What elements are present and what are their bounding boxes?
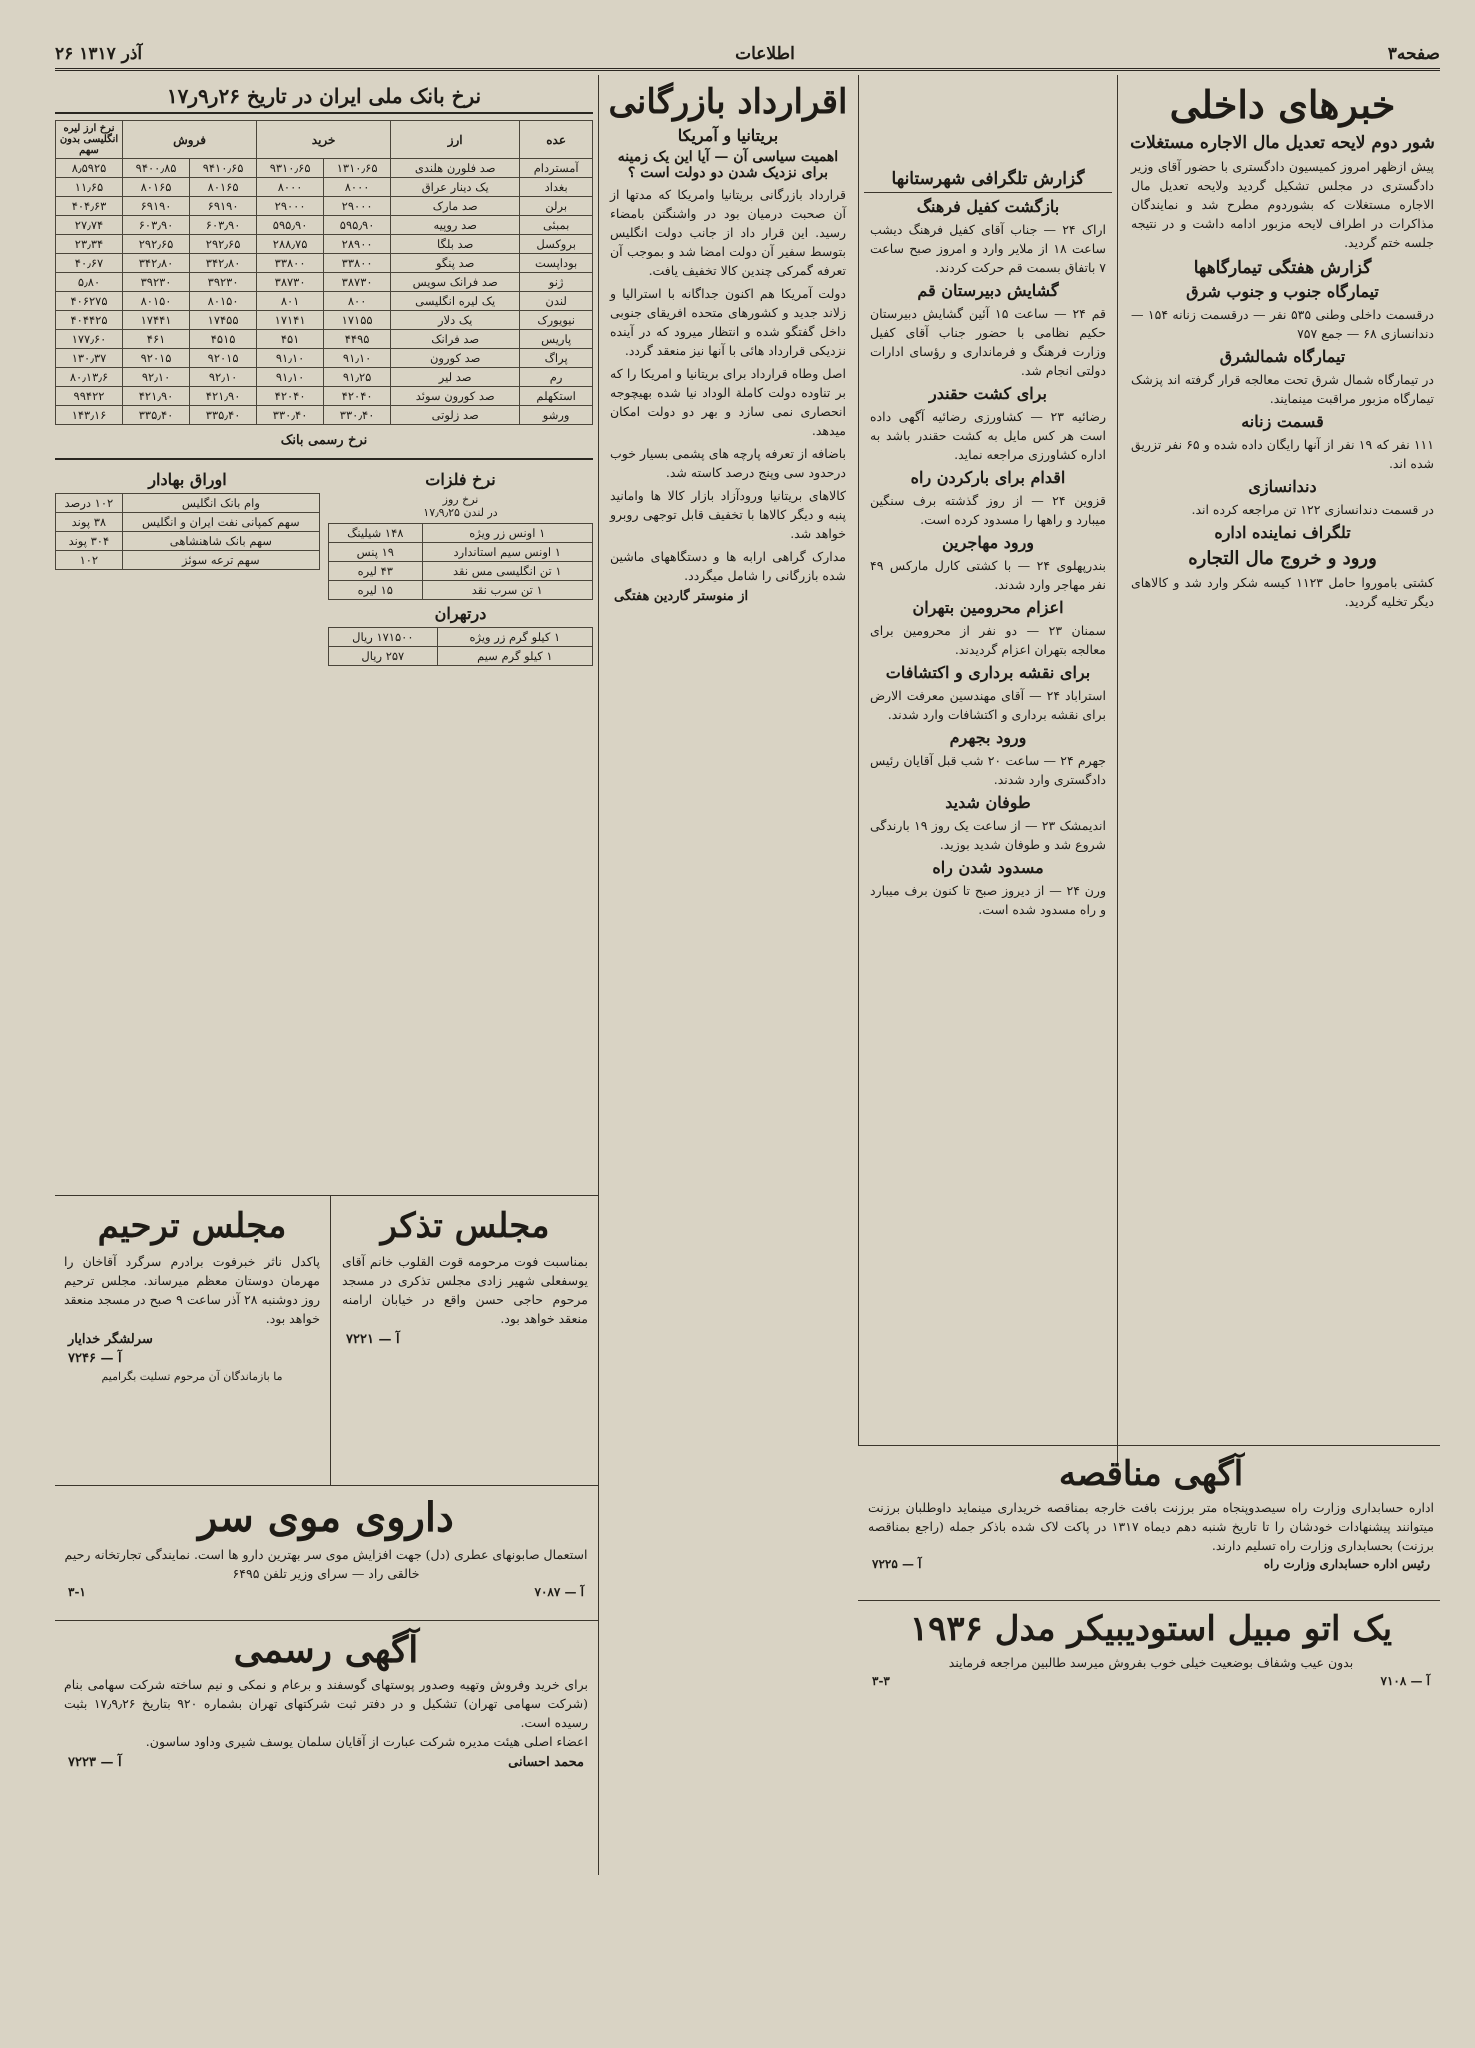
table-cell: ۸۰۰۰ bbox=[257, 178, 324, 197]
tel-head-8: ورود بجهرم bbox=[949, 728, 1027, 747]
bond-row bbox=[56, 551, 320, 570]
car-ad-code: آ — ۷۱۰۸ bbox=[1380, 1674, 1430, 1688]
table-cell: یک لیره انگلیسی bbox=[391, 292, 520, 311]
table-cell: صد لیر bbox=[391, 368, 520, 387]
mourning-body: پاکدل ناثر خبرفوت برادرم سرگرد آقاخان را مهرمان دوستان معظم میرساند. مجلس ترحیم روز دوشنبه ۲۸ آذر ساعت ۹ صبح در مسجد منعقد خواهد بود. bbox=[64, 1254, 321, 1326]
table-cell: ۲۸۹۰۰ bbox=[324, 235, 391, 254]
mourning-title: مجلس ترحیم bbox=[97, 1206, 287, 1246]
table-cell: صد فرانک bbox=[391, 330, 520, 349]
rate-row bbox=[56, 330, 593, 349]
hair-ad-code: آ — ۷۰۸۷ bbox=[534, 1585, 584, 1599]
memorial-title: مجلس تذکر bbox=[380, 1206, 550, 1246]
rate-row bbox=[56, 349, 593, 368]
official-rate-label: نرخ رسمی بانک bbox=[280, 433, 368, 448]
tel-body-7: استراباد ۲۴ — آقای مهندسین معرفت الارض برای نقشه برداری و اکتشافات وارد شدند. bbox=[870, 688, 1106, 722]
tender-notice bbox=[862, 1450, 1440, 1595]
table-cell: ۲۷٫۷۴ bbox=[56, 216, 123, 235]
table-cell: صد کورون bbox=[391, 349, 520, 368]
rate-row bbox=[56, 292, 593, 311]
headline-import-export: ورود و خروج مال التجاره bbox=[1188, 548, 1377, 569]
metals-london-label: در لندن ۱۷٫۹٫۲۵ bbox=[423, 506, 498, 519]
asylum-northeast-text: در تیمارگاه شمال شرق تحت معالجه قرار گرفته اند پزشک تیمارگاه مزبور مراقبت مینمایند. bbox=[1131, 372, 1434, 406]
metal-row bbox=[329, 543, 593, 562]
table-cell: ۴۵۱۵ bbox=[190, 330, 257, 349]
car-ad-code2: ۳-۳ bbox=[872, 1674, 890, 1688]
table-cell: ۱۴۸ شیلینگ bbox=[329, 524, 423, 543]
rate-row bbox=[56, 368, 593, 387]
table-cell: ۶۹۱۹۰ bbox=[190, 197, 257, 216]
tehran-row bbox=[329, 628, 593, 647]
treaty-body-1: قرارداد بازرگانی بریتانیا وامریکا که مدتها از آن صحبت درمیان بود در واشنگتن بامضاء رسید. این قرار داد از جانب دولت انگلیس بتوسط سفیر آن دولت امضا شد و بموجب آن تعرفه گمرکی چندین کالا تخفیف یافت. bbox=[610, 187, 846, 278]
tel-body-4: قزوین ۲۴ — از روز گذشته برف سنگین میبارد و راهها را مسدود کرده است. bbox=[870, 493, 1106, 527]
table-cell: ۱۷۴۴۱ bbox=[123, 311, 190, 330]
tel-body-3: رضائیه ۲۳ — کشاورزی رضائیه آگهی داده است هر کس مایل به کشت حقندر باشد به اداره کشاورزی مراجعه نماید. bbox=[870, 409, 1107, 462]
tender-body: اداره حسابداری وزارت راه سیصدوپنجاه متر برزنت بافت خارجه بمناقصه خریداری مینماید داوطلبان برزنت میتوانند پیشنهادات خودشان را تا تاریخ شنبه دهم دیماه ۱۳۱۷ در پاکت لاک شده باذکر جمله (راجع بمناقصه برزنت) بحسابداری وزارت راه تسلیم دارند. bbox=[868, 1500, 1434, 1553]
table-cell: ۲۹۰۰۰ bbox=[324, 197, 391, 216]
header-currency: ارز bbox=[391, 121, 520, 159]
tel-body-10: ورن ۲۴ — از دیروز صبح تا کنون برف میبارد و راه مسدود شده است. bbox=[870, 883, 1106, 917]
telegrams-column bbox=[864, 165, 1112, 1440]
metal-row bbox=[329, 562, 593, 581]
metals-section bbox=[328, 466, 593, 666]
table-cell: ۹۲۰۱۵ bbox=[190, 349, 257, 368]
table-cell: ورشو bbox=[520, 406, 593, 425]
table-cell: ۹۱٫۱۰ bbox=[324, 349, 391, 368]
tel-head-10: مسدود شدن راه bbox=[932, 858, 1044, 877]
table-cell: ۸۰۱ bbox=[257, 292, 324, 311]
tel-body-1: اراک ۲۴ — جناب آقای کفیل فرهنگ دیشب ساعت ۱۸ از ملایر وارد و امروز صبح ساعت ۷ باتفاق بسمت قم حرکت کردند. bbox=[870, 222, 1106, 275]
official-notice bbox=[58, 1625, 594, 1870]
treaty-body-4: باضافه از تعرفه پارچه های پشمی بسیار خوب درحدود سی وپنج درصد کاسته شد. bbox=[610, 446, 846, 480]
exchange-rates-table bbox=[55, 120, 593, 425]
table-cell: ۳۳۵٫۴۰ bbox=[190, 406, 257, 425]
domestic-news-column bbox=[1125, 78, 1440, 1443]
car-ad-title: یک اتو مبیل استودیبیکر مدل ۱۹۳۶ bbox=[909, 1609, 1393, 1649]
table-cell: ۹۲٫۱۰ bbox=[190, 368, 257, 387]
headline-rent-bill: شور دوم لایحه تعدیل مال الاجاره مستغلات bbox=[1130, 133, 1435, 153]
table-cell: ۴۶۱ bbox=[123, 330, 190, 349]
tel-head-3: برای کشت حقندر bbox=[929, 384, 1047, 403]
table-cell: ۵۹۵٫۹۰ bbox=[257, 216, 324, 235]
table-cell: ژنو bbox=[520, 273, 593, 292]
metal-row bbox=[329, 524, 593, 543]
tehran-table bbox=[328, 627, 593, 666]
table-cell: ۹۹۴۲۲ bbox=[56, 387, 123, 406]
table-cell: ۱۰۲ bbox=[56, 551, 123, 570]
table-cell: ۵۹۵٫۹۰ bbox=[324, 216, 391, 235]
memorial-code: آ — ۷۲۲۱ bbox=[346, 1332, 400, 1347]
table-cell: ۳۳۰٫۴۰ bbox=[257, 406, 324, 425]
rate-row bbox=[56, 387, 593, 406]
table-cell: بروکسل bbox=[520, 235, 593, 254]
table-cell: ۱۷۱۵۵ bbox=[324, 311, 391, 330]
rent-bill-text: پیش ازظهر امروز کمیسیون دادگستری با حضور آقای وزیر دادگستری در مجلس تشکیل گردید ولایحه تعدیل مال الاجاره مستغلات که بشوردوم مطرح شد و نمایندگان مذاکرات در اطراف لایحه مزبور ادامه داشت و در نتیجه جلسه ختم گردید. bbox=[1131, 159, 1434, 250]
paper-name: اطلاعات bbox=[735, 44, 795, 64]
tehran-row bbox=[329, 647, 593, 666]
rate-row bbox=[56, 406, 593, 425]
table-cell: رم bbox=[520, 368, 593, 387]
table-cell: ۱ کیلو گرم زر ویژه bbox=[437, 628, 592, 647]
table-cell: سهم بانک شاهنشاهی bbox=[122, 532, 319, 551]
issue-date: ۲۶ آذر ۱۳۱۷ bbox=[55, 44, 143, 64]
official-body-2: اعضاء اصلی هیئت مدیره شرکت عبارت از آقایان سلمان یوسف شیری وداود ساسون. bbox=[145, 1734, 588, 1749]
official-title: آگهی رسمی bbox=[233, 1629, 419, 1671]
table-cell: ۳۸ پوند bbox=[56, 513, 123, 532]
table-cell: ۸٫۵۹۲۵ bbox=[56, 159, 123, 178]
table-cell: ۵٫۸۰ bbox=[56, 273, 123, 292]
table-cell: بوداپست bbox=[520, 254, 593, 273]
bonds-title: اوراق بهادار bbox=[148, 470, 227, 489]
table-cell: ۶۰۳٫۹۰ bbox=[123, 216, 190, 235]
women-section-text: ۱۱۱ نفر که ۱۹ نفر از آنها رایگان داده شده و ۶۵ نفر تزریق شده اند. bbox=[1131, 437, 1434, 471]
asylum-south-text: درقسمت داخلی وطنی ۵۳۵ نفر — درقسمت زنانه ۱۵۴ — دندانسازی ۶۸ — جمع ۷۵۷ bbox=[1131, 307, 1434, 341]
table-cell: لندن bbox=[520, 292, 593, 311]
bonds-section bbox=[55, 466, 320, 666]
treaty-column bbox=[604, 78, 852, 1868]
official-body: برای خرید وفروش وتهیه وصدور پوستهای گوسفند و برعام و نمکی و نیم ساخته شرکت سهامی بنام (شرکت سهامی تهران) تشکیل و در دفتر ثبت شرکتهای تهران بشماره ۹۲۰ بتاریخ ۱۷٫۹٫۲۶ بثبت رسیده است. bbox=[64, 1677, 589, 1730]
table-cell: ۱ تن انگلیسی مس نقد bbox=[422, 562, 593, 581]
table-cell: صد زلوتی bbox=[391, 406, 520, 425]
car-ad bbox=[862, 1605, 1440, 1725]
treaty-body-2: دولت آمریکا هم اکنون جداگانه با استرالیا و زلاند جدید و کشورهای متحده افریقای جنوبی داخل گفتگو شده و انتظار میرود که در آینده نزدیکی قرارداد هائی با آنها نیز منعقد گردد. bbox=[610, 286, 846, 358]
table-cell: صد مارک bbox=[391, 197, 520, 216]
table-cell: پاریس bbox=[520, 330, 593, 349]
table-cell: ۸۰۱۵۰ bbox=[123, 292, 190, 311]
dentistry-text: در قسمت دندانسازی ۱۲۲ تن مراجعه کرده اند. bbox=[1191, 502, 1434, 517]
table-cell: صد روپیه bbox=[391, 216, 520, 235]
table-cell: ۸۰٫۱۳٫۶ bbox=[56, 368, 123, 387]
table-cell: ۳۴۲٫۸۰ bbox=[123, 254, 190, 273]
bond-row bbox=[56, 513, 320, 532]
tehran-title: درتهران bbox=[434, 604, 487, 623]
bond-row bbox=[56, 494, 320, 513]
tel-body-8: جهرم ۲۴ — ساعت ۲۰ شب قبل آقایان رئیس دادگستری وارد شدند. bbox=[870, 753, 1106, 787]
import-export-text: کشتی باموروا حامل ۱۱۲۳ کیسه شکر وارد شد و کالاهای دیگر تخلیه گردید. bbox=[1131, 575, 1434, 609]
subhead-women: قسمت زنانه bbox=[1241, 412, 1324, 431]
tel-head-1: بازگشت کفیل فرهنگ bbox=[916, 197, 1060, 216]
treaty-body-6: مدارک گراهی ارابه ها و دستگاههای ماشین شده بازرگانی را شامل میگردد. bbox=[610, 549, 846, 583]
page-number: صفحه۳ bbox=[1387, 44, 1440, 64]
metals-title: نرخ فلزات bbox=[425, 470, 496, 489]
table-cell: ۱۰۲ درصد bbox=[56, 494, 123, 513]
rate-row bbox=[56, 235, 593, 254]
tender-signature: رئیس اداره حسابداری وزارت راه bbox=[1263, 1557, 1430, 1571]
table-cell: صد کورون سوئد bbox=[391, 387, 520, 406]
table-cell: ۱۱٫۶۵ bbox=[56, 178, 123, 197]
telegrams-title: گزارش تلگرافی شهرستانها bbox=[864, 169, 1112, 193]
official-code: آ — ۷۲۲۳ bbox=[68, 1755, 122, 1770]
table-cell: صد بلگا bbox=[391, 235, 520, 254]
treaty-title: اقرارداد بازرگانی bbox=[608, 82, 848, 122]
table-cell: ۴۲۰۴۰ bbox=[324, 387, 391, 406]
table-cell: ۴۰۴۴۲۵ bbox=[56, 311, 123, 330]
table-cell: ۱۳۱۰٫۶۵ bbox=[324, 159, 391, 178]
table-cell: ۴۲۰۴۰ bbox=[257, 387, 324, 406]
table-cell: ۹۱٫۱۰ bbox=[257, 368, 324, 387]
table-cell: ۲۹۰۰۰ bbox=[257, 197, 324, 216]
table-cell: ۹۱٫۱۰ bbox=[257, 349, 324, 368]
memorial-notice bbox=[336, 1200, 594, 1480]
treaty-subtitle: بریتانیا و آمریکا bbox=[677, 126, 779, 145]
table-cell: ۹۱٫۲۵ bbox=[324, 368, 391, 387]
table-cell: ۳۸۷۳۰ bbox=[324, 273, 391, 292]
table-cell: ۳۳۸۰۰ bbox=[257, 254, 324, 273]
rate-row bbox=[56, 197, 593, 216]
table-cell: ۲۳٫۳۴ bbox=[56, 235, 123, 254]
table-cell: پراگ bbox=[520, 349, 593, 368]
table-cell: ۴۵۱ bbox=[257, 330, 324, 349]
table-cell: سهم کمپانی نفت ایران و انگلیس bbox=[122, 513, 319, 532]
metal-row bbox=[329, 581, 593, 600]
bond-row bbox=[56, 532, 320, 551]
table-cell: ۴۴۹۵ bbox=[324, 330, 391, 349]
rate-row bbox=[56, 178, 593, 197]
mourning-footer: ما بازماندگان آن مرحوم تسلیت بگرامیم bbox=[101, 1370, 283, 1383]
header-city: عده bbox=[520, 121, 593, 159]
tel-head-9: طوفان شدید bbox=[945, 793, 1031, 812]
table-cell: صد پنگو bbox=[391, 254, 520, 273]
headline-asylum-report: گزارش هفتگی تیمارگاهها bbox=[1193, 258, 1372, 278]
mourning-notice bbox=[58, 1200, 326, 1480]
metals-table bbox=[328, 523, 593, 600]
treaty-body-5: کالاهای بریتانیا ورودآزاد بازار کالا ها وامانید پنبه و دیگر کالاها با تخفیف قابل توجهی روبرو خواهد شد. bbox=[610, 488, 846, 541]
table-cell: ۸۰۰۰ bbox=[324, 178, 391, 197]
table-cell: یک دینار عراق bbox=[391, 178, 520, 197]
hair-ad-title: داروی موی سر bbox=[198, 1494, 454, 1541]
table-cell: ۴۲۱٫۹۰ bbox=[123, 387, 190, 406]
table-cell: وام بانک انگلیس bbox=[122, 494, 319, 513]
table-cell: ۳۸۷۳۰ bbox=[257, 273, 324, 292]
header-sell: فروش bbox=[123, 121, 257, 159]
table-cell: ۳۳۵٫۴۰ bbox=[123, 406, 190, 425]
header-pound-rate: نرخ ارز لیره انگلیسی بدون سهم bbox=[56, 121, 123, 159]
table-cell: ۳۳۰٫۴۰ bbox=[324, 406, 391, 425]
header-buy: خرید bbox=[257, 121, 391, 159]
rate-row bbox=[56, 273, 593, 292]
masthead bbox=[55, 40, 1440, 71]
table-cell: ۱ اونس زر ویژه bbox=[422, 524, 593, 543]
tel-head-6: اعزام محرومین بتهران bbox=[912, 598, 1064, 617]
bonds-table bbox=[55, 493, 320, 570]
treaty-source: از منوستر گاردین هفتگی bbox=[614, 589, 749, 604]
table-cell: آمستردام bbox=[520, 159, 593, 178]
mourning-code: آ — ۷۲۴۶ bbox=[68, 1351, 122, 1366]
table-cell: ۴۰۶۲۷۵ bbox=[56, 292, 123, 311]
table-cell: ۲۵۷ ریال bbox=[329, 647, 438, 666]
official-signature: محمد احسانی bbox=[508, 1755, 584, 1770]
table-cell: ۴۲۱٫۹۰ bbox=[190, 387, 257, 406]
subhead-dentistry: دندانسازی bbox=[1248, 477, 1317, 496]
tender-title: آگهی مناقصه bbox=[1058, 1454, 1244, 1494]
table-cell: ۳۰۴ پوند bbox=[56, 532, 123, 551]
table-cell: ۴۰٫۶۷ bbox=[56, 254, 123, 273]
treaty-question: اهمیت سیاسی آن — آیا این یک زمینه برای نزدیک شدن دو دولت است ؟ bbox=[617, 149, 839, 181]
rate-row bbox=[56, 311, 593, 330]
table-cell: صد فرانک سویس bbox=[391, 273, 520, 292]
table-cell: ۸۰۱۶۵ bbox=[190, 178, 257, 197]
tel-body-5: بندرپهلوی ۲۴ — با کشتی کارل مارکس ۴۹ نفر مهاجر وارد شدند. bbox=[870, 558, 1106, 592]
table-cell: بمبئی bbox=[520, 216, 593, 235]
rate-row bbox=[56, 159, 593, 178]
table-cell: ۲۸۸٫۷۵ bbox=[257, 235, 324, 254]
rates-title: نرخ بانک ملی ایران در تاریخ ۲۶ر۹ر۱۷ bbox=[55, 84, 593, 114]
rate-row bbox=[56, 254, 593, 273]
table-cell: ۱۹ پنس bbox=[329, 543, 423, 562]
tender-code: آ — ۷۲۲۵ bbox=[872, 1557, 922, 1571]
table-cell: ۶۹۱۹۰ bbox=[123, 197, 190, 216]
table-cell: برلن bbox=[520, 197, 593, 216]
treaty-body-3: اصل وطاه قرارداد برای بریتانیا و امریکا را که بر تناوده دولت کاملة الوداد نیا شده بهیچوجه انحصاری نمی سازد و بهر دو دولت امکان میدهد. bbox=[610, 366, 846, 438]
metals-day-label: نرخ روز bbox=[442, 493, 479, 506]
hair-medicine-ad bbox=[58, 1490, 594, 1615]
table-cell: ۴۰۴٫۶۳ bbox=[56, 197, 123, 216]
tel-body-9: اندیمشک ۲۳ — از ساعت یک روز ۱۹ بارندگی شروع شد و طوفان شدید بوزید. bbox=[870, 818, 1107, 852]
tel-head-7: برای نقشه برداری و اکتشافات bbox=[885, 663, 1091, 682]
table-cell: استکهلم bbox=[520, 387, 593, 406]
table-cell: ۱۷۷٫۶۰ bbox=[56, 330, 123, 349]
table-cell: ۱ کیلو گرم سیم bbox=[437, 647, 592, 666]
table-cell: ۳۹۲۳۰ bbox=[190, 273, 257, 292]
rates-block bbox=[55, 78, 593, 1190]
tel-head-4: اقدام برای بارکردن راه bbox=[910, 468, 1066, 487]
table-cell: ۹۳۱۰٫۶۵ bbox=[257, 159, 324, 178]
subhead-south: تیمارگاه جنوب و جنوب شرق bbox=[1186, 282, 1379, 301]
table-cell: ۹۲٫۱۰ bbox=[123, 368, 190, 387]
table-cell: ۱۳۰٫۳۷ bbox=[56, 349, 123, 368]
table-cell: نیویورک bbox=[520, 311, 593, 330]
table-cell: ۱۵ لیره bbox=[329, 581, 423, 600]
table-cell: بغداد bbox=[520, 178, 593, 197]
table-cell: ۱ اونس سیم استاندارد bbox=[422, 543, 593, 562]
tel-body-2: قم ۲۴ — ساعت ۱۵ آئین گشایش دبیرستان حکیم نظامی با حضور جناب آقای کفیل وزارت فرهنگ و فرمانداری و رؤسای ادارات دولتی انجام شد. bbox=[870, 306, 1106, 378]
table-cell: ۱۷۱۵۰۰ ریال bbox=[329, 628, 438, 647]
table-cell: ۶۰۳٫۹۰ bbox=[190, 216, 257, 235]
mourning-signature: سرلشگر خدایار bbox=[68, 1332, 153, 1347]
domestic-news-title: خبرهای داخلی bbox=[1169, 82, 1396, 127]
hair-ad-body: استعمال صابونهای عطری (دل) جهت افزایش موی سر بهترین دارو ها است. نمایندگی تجارتخانه رحیم خالقی راد — سرای وزیر تلفن ۶۴۹۵ bbox=[64, 1547, 588, 1581]
subhead-telegraph-office: تلگراف نماینده اداره bbox=[1214, 523, 1351, 542]
table-cell: ۴۳ لیره bbox=[329, 562, 423, 581]
memorial-body: بمناسبت فوت مرحومه قوت القلوب خانم آقای یوسفعلی شهیر زادی مجلس تذکری در مسجد مرحوم حاجی حسن واقع در خیابان ارامنه منعقد خواهد بود. bbox=[342, 1254, 588, 1326]
table-cell: ۸۰۱۵۰ bbox=[190, 292, 257, 311]
car-ad-body: بدون عیب وشفاف بوضعیت خیلی خوب بفروش میرسد طالبین مراجعه فرمایند bbox=[948, 1655, 1354, 1670]
subhead-northeast: تیمارگاه شمالشرق bbox=[1219, 347, 1346, 366]
table-cell: ۳۳۸۰۰ bbox=[324, 254, 391, 273]
table-cell: ۹۴۱۰٫۶۵ bbox=[190, 159, 257, 178]
table-cell: ۲۹۲٫۶۵ bbox=[123, 235, 190, 254]
table-cell: ۸۰۰ bbox=[324, 292, 391, 311]
table-cell: سهم ترعه سوئز bbox=[122, 551, 319, 570]
table-cell: ۲۹۲٫۶۵ bbox=[190, 235, 257, 254]
table-cell: صد فلورن هلندی bbox=[391, 159, 520, 178]
table-cell: ۸۰۱۶۵ bbox=[123, 178, 190, 197]
table-cell: ۳۴۲٫۸۰ bbox=[190, 254, 257, 273]
table-cell: ۱ تن سرب نقد bbox=[422, 581, 593, 600]
tel-head-2: گشایش دبیرستان قم bbox=[917, 281, 1059, 300]
tel-body-6: سمنان ۲۳ — دو نفر از محرومین برای معالجه بتهران اعزام گردیدند. bbox=[870, 623, 1107, 657]
table-cell: یک دلار bbox=[391, 311, 520, 330]
table-cell: ۱۷۴۵۵ bbox=[190, 311, 257, 330]
rate-row bbox=[56, 216, 593, 235]
table-cell: ۱۷۱۴۱ bbox=[257, 311, 324, 330]
hair-ad-code2: ۳-۱ bbox=[68, 1585, 86, 1599]
table-cell: ۹۲۰۱۵ bbox=[123, 349, 190, 368]
tel-head-5: ورود مهاجرین bbox=[941, 533, 1035, 552]
table-cell: ۹۴۰۰٫۸۵ bbox=[123, 159, 190, 178]
table-cell: ۳۹۲۳۰ bbox=[123, 273, 190, 292]
table-cell: ۱۴۳٫۱۶ bbox=[56, 406, 123, 425]
